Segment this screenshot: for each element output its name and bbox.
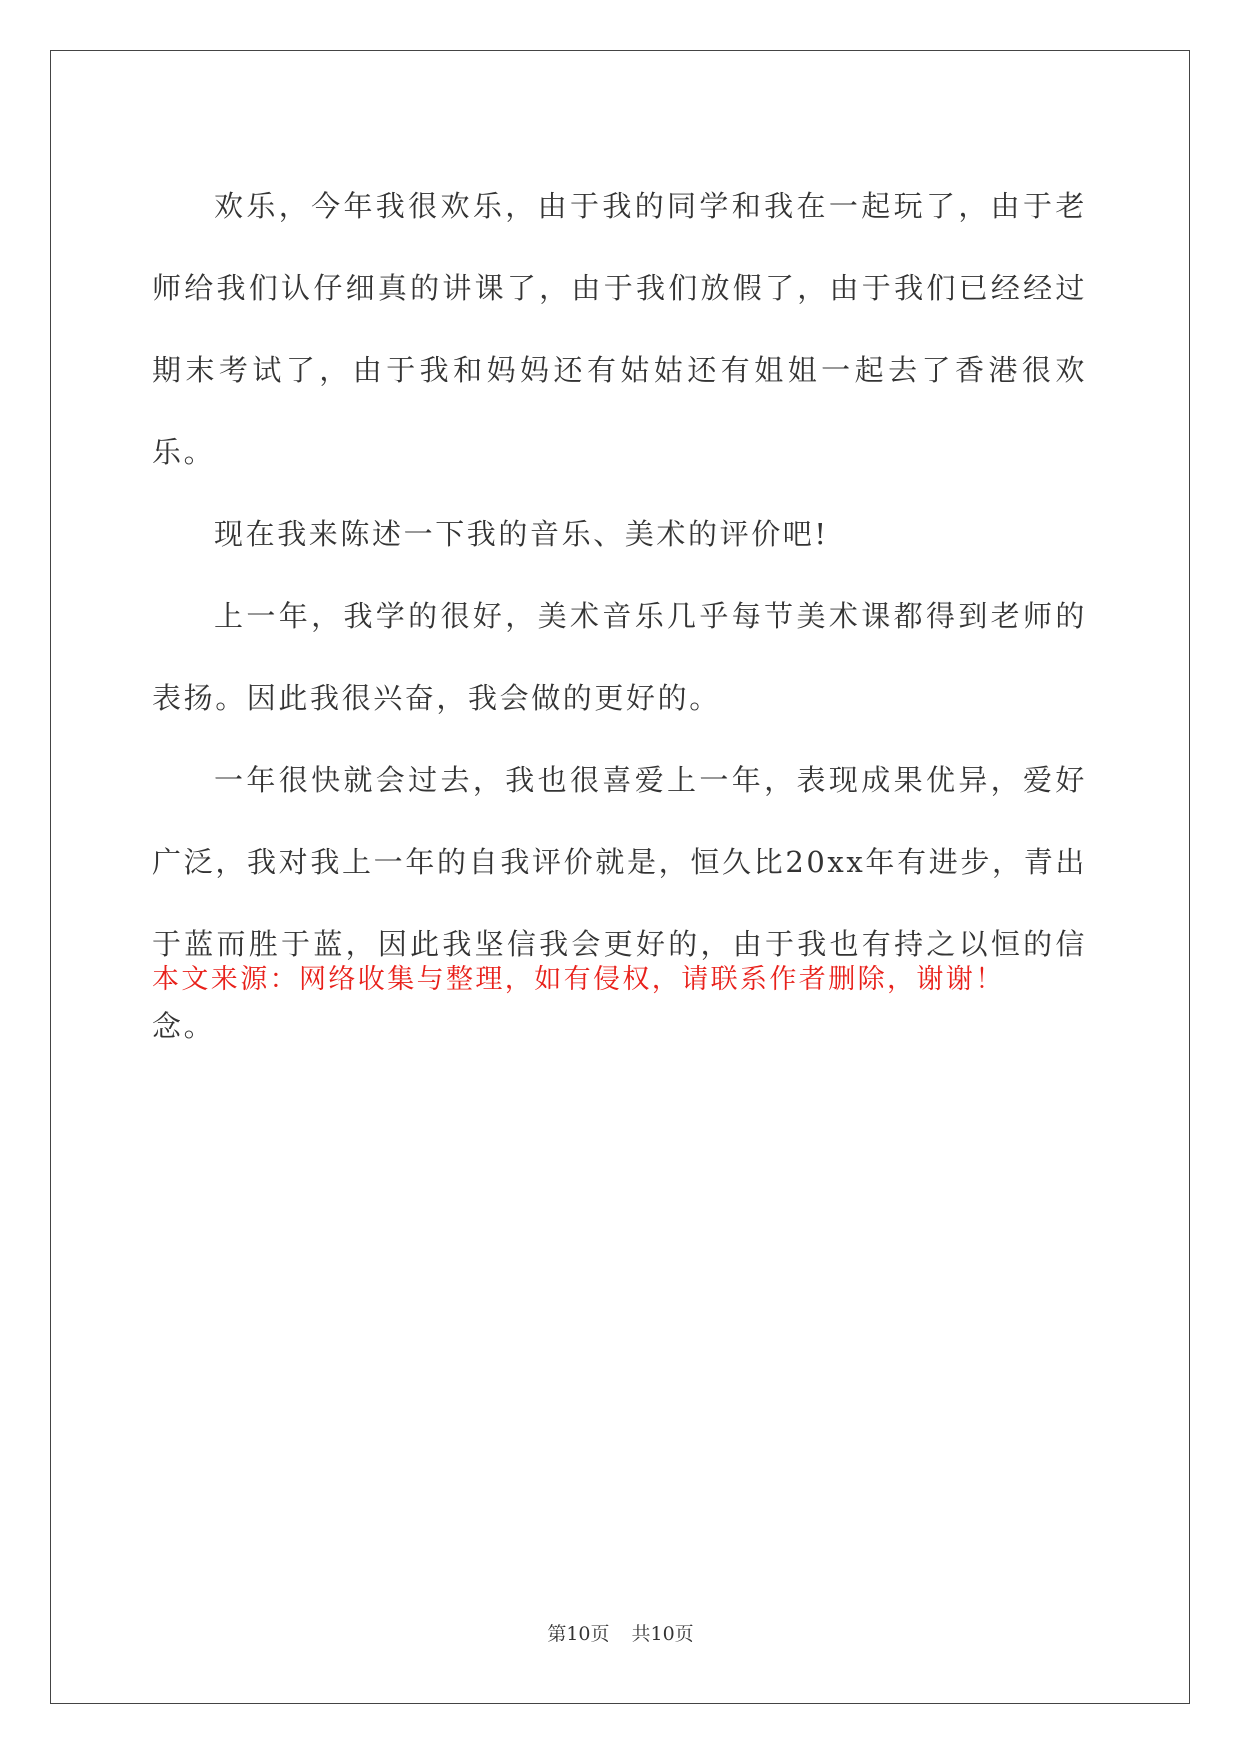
paragraph: 一年很快就会过去，我也很喜爱上一年，表现成果优异，爱好广泛，我对我上一年的自我评价就是，恒久比20xx年有进步，青出于蓝而胜于蓝，因此我坚信我会更好的，由于我也有持之以恒的信念。 (152, 763, 1087, 1043)
page-footer (0, 1620, 1241, 1648)
total-pages-label: 共10页 (631, 1623, 694, 1645)
source-note: 本文来源：网络收集与整理，如有侵权，请联系作者删除，谢谢！ (152, 964, 1005, 995)
document-body (152, 165, 1087, 1067)
current-page-label: 第10页 (547, 1623, 610, 1645)
paragraph: 欢乐，今年我很欢乐，由于我的同学和我在一起玩了，由于老师给我们认仔细真的讲课了，由于我们放假了，由于我们已经经过期末考试了，由于我和妈妈还有姑姑还有姐姐一起去了香港很欢乐。 (152, 189, 1087, 469)
paragraph: 现在我来陈述一下我的音乐、美术的评价吧! (214, 517, 829, 551)
paragraph: 上一年，我学的很好，美术音乐几乎每节美术课都得到老师的表扬。因此我很兴奋，我会做的更好的。 (152, 599, 1087, 715)
